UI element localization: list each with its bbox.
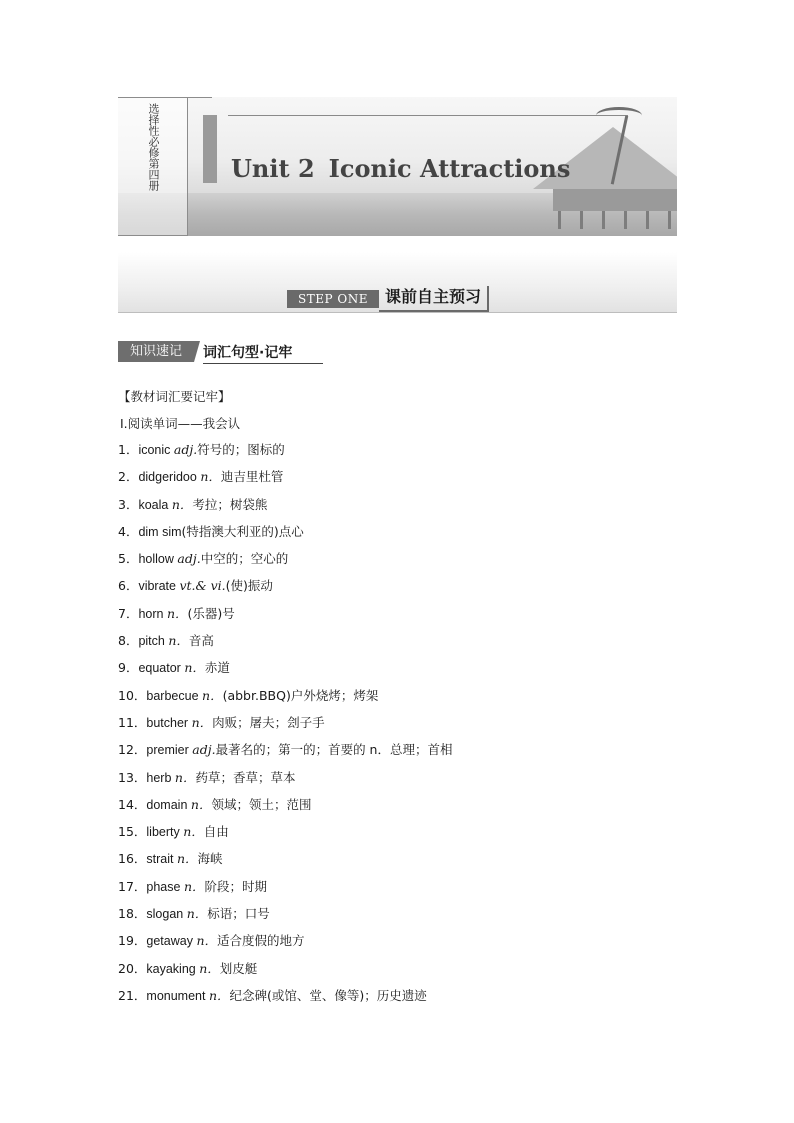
vocab-number: 16． — [118, 851, 147, 867]
vocab-word: getaway — [146, 934, 197, 949]
vocab-pos: vt.& vi. — [179, 578, 226, 594]
vocab-number: 10． — [118, 687, 147, 703]
vocab-meaning: 药草；香草；草本 — [195, 769, 296, 785]
unit-name: Iconic Attractions — [328, 154, 571, 183]
vocab-item — [118, 955, 452, 982]
vocab-number: 21． — [118, 987, 147, 1003]
vocab-meaning: 最著名的；第一的；首要的 n．总理；首相 — [215, 742, 453, 758]
vocab-meaning: (abbr.BBQ)户外烧烤；烤架 — [222, 687, 379, 703]
vocab-meaning: 符号的；图标的 — [197, 442, 285, 457]
vocab-meaning: 自由 — [203, 824, 229, 840]
vocab-meaning: (使)振动 — [225, 578, 273, 594]
vocab-pos: n． — [183, 824, 204, 840]
vocab-pos: n． — [184, 660, 205, 676]
banner-palm-leaves — [596, 107, 642, 124]
vocab-item — [118, 709, 452, 736]
vocab-pos: adj. — [173, 442, 198, 457]
subheading: Ⅰ.阅读单词——我会认 — [120, 416, 241, 431]
block-label: 【教材词汇要记牢】 — [118, 389, 231, 404]
banner-hut-stilts — [558, 211, 672, 229]
vocab-word: kayaking — [146, 961, 200, 976]
vocab-meaning: 迪吉里杜管 — [220, 469, 284, 485]
vocab-pos: n． — [176, 851, 198, 867]
section-title: 词汇句型·记牢 — [203, 345, 293, 361]
vocab-pos: adj. — [192, 742, 216, 758]
vocab-number: 8． — [118, 633, 139, 649]
vocab-item — [118, 518, 452, 545]
vocab-pos: n． — [191, 714, 213, 730]
vocab-word: koala — [138, 497, 172, 512]
vocab-item — [118, 436, 452, 463]
vocab-word: vibrate — [138, 579, 180, 594]
vocab-meaning: 阶段；时期 — [204, 878, 268, 894]
vocab-word: liberty — [146, 825, 184, 840]
vocab-item — [118, 654, 452, 681]
vocab-item — [118, 463, 452, 490]
vocab-number: 2． — [118, 469, 139, 485]
vocab-number: 5． — [118, 551, 139, 567]
vocab-item — [118, 982, 452, 1009]
vocab-pos: n． — [199, 960, 220, 976]
vocab-item — [118, 682, 452, 709]
vocab-word: premier — [146, 743, 193, 758]
vocab-word: dim sim — [138, 524, 182, 539]
vocab-word: horn — [138, 606, 167, 621]
vocab-number: 18． — [118, 906, 147, 922]
vocab-pos: n． — [174, 769, 196, 785]
vocab-meaning: 划皮艇 — [219, 960, 258, 976]
section-underline — [203, 363, 323, 364]
vocab-item — [118, 572, 452, 599]
vocab-number: 1． — [118, 442, 139, 457]
vocab-item — [118, 491, 452, 518]
vocab-word: strait — [146, 852, 177, 867]
vocab-number: 17． — [118, 878, 147, 894]
vocab-word: pitch — [138, 634, 169, 649]
vocab-meaning: 赤道 — [204, 660, 230, 676]
tab-divider — [188, 97, 212, 98]
step-badge: STEP ONE — [287, 290, 379, 308]
vocab-number: 9． — [118, 660, 139, 676]
vocab-number: 20． — [118, 960, 147, 976]
vocab-word: butcher — [146, 715, 192, 730]
vocab-number: 3． — [118, 496, 139, 512]
book-volume-label: 选择性必修第四册 — [147, 103, 160, 191]
vocab-pos: n． — [200, 469, 221, 485]
vocab-meaning: 领域；领土；范围 — [211, 796, 312, 812]
vocab-word: didgeridoo — [138, 470, 201, 485]
vocab-pos: n． — [186, 906, 208, 922]
vocab-word: iconic — [138, 443, 174, 457]
vocab-item — [118, 845, 452, 872]
step-divider — [118, 312, 677, 313]
vocab-item — [118, 900, 452, 927]
vocab-item — [118, 927, 452, 954]
section-badge: 知识速记 — [118, 341, 194, 362]
vocab-number: 14． — [118, 796, 147, 812]
vocab-list — [118, 436, 452, 1009]
vocab-number: 13． — [118, 769, 147, 785]
vocab-item — [118, 873, 452, 900]
unit-number: Unit 2 — [231, 154, 315, 183]
vocab-word: monument — [146, 988, 209, 1003]
vocab-number: 19． — [118, 933, 147, 949]
vocab-item — [118, 627, 452, 654]
vocab-word: herb — [146, 770, 175, 785]
vocab-pos: n． — [190, 796, 212, 812]
vocab-item — [118, 545, 452, 572]
vocab-number: 15． — [118, 824, 147, 840]
vocab-word: domain — [146, 797, 191, 812]
vocab-item — [118, 600, 452, 627]
vocab-meaning: (特指澳大利亚的)点心 — [181, 523, 304, 539]
vocab-meaning: 标语；口号 — [207, 906, 270, 922]
vocab-number: 7． — [118, 605, 139, 621]
vocab-meaning: 肉贩；屠夫；刽子手 — [212, 714, 325, 730]
vocab-word: equator — [138, 661, 185, 676]
vocab-item — [118, 818, 452, 845]
banner-hut-body — [553, 189, 677, 211]
vocab-pos: n． — [171, 496, 193, 512]
vocab-number: 11． — [118, 714, 147, 730]
vocab-item — [118, 791, 452, 818]
vocab-pos: n． — [183, 878, 205, 894]
vocab-meaning: 纪念碑(或馆、堂、像等)；历史遗迹 — [229, 987, 427, 1003]
vocab-meaning: 考拉；树袋熊 — [192, 496, 268, 512]
vocab-item — [118, 764, 452, 791]
vocab-meaning: 适合度假的地方 — [217, 933, 305, 949]
vocab-pos: n． — [202, 687, 223, 703]
vocab-pos: n． — [168, 633, 189, 649]
vocab-number: 12． — [118, 742, 147, 758]
banner-horizon-line — [228, 115, 628, 116]
vocab-pos: n． — [208, 987, 230, 1003]
vocab-number: 4． — [118, 523, 139, 539]
vocab-pos: adj. — [177, 551, 201, 567]
unit-title — [231, 154, 570, 190]
vocab-meaning: (乐器)号 — [187, 605, 235, 621]
step-title: 课前自主预习 — [379, 286, 489, 312]
vocab-word: slogan — [146, 907, 187, 922]
vocab-pos: n． — [196, 933, 217, 949]
vocab-item — [118, 736, 452, 763]
vocab-word: hollow — [138, 552, 178, 567]
vocab-meaning: 海峡 — [197, 851, 223, 867]
vocab-word: phase — [146, 879, 184, 894]
vocab-meaning: 音高 — [188, 633, 214, 649]
vocab-number: 6． — [118, 578, 139, 594]
vocab-meaning: 中空的；空心的 — [200, 551, 289, 567]
title-accent-bar — [203, 115, 217, 183]
vocab-pos: n． — [166, 605, 188, 621]
vocab-word: barbecue — [146, 688, 203, 703]
